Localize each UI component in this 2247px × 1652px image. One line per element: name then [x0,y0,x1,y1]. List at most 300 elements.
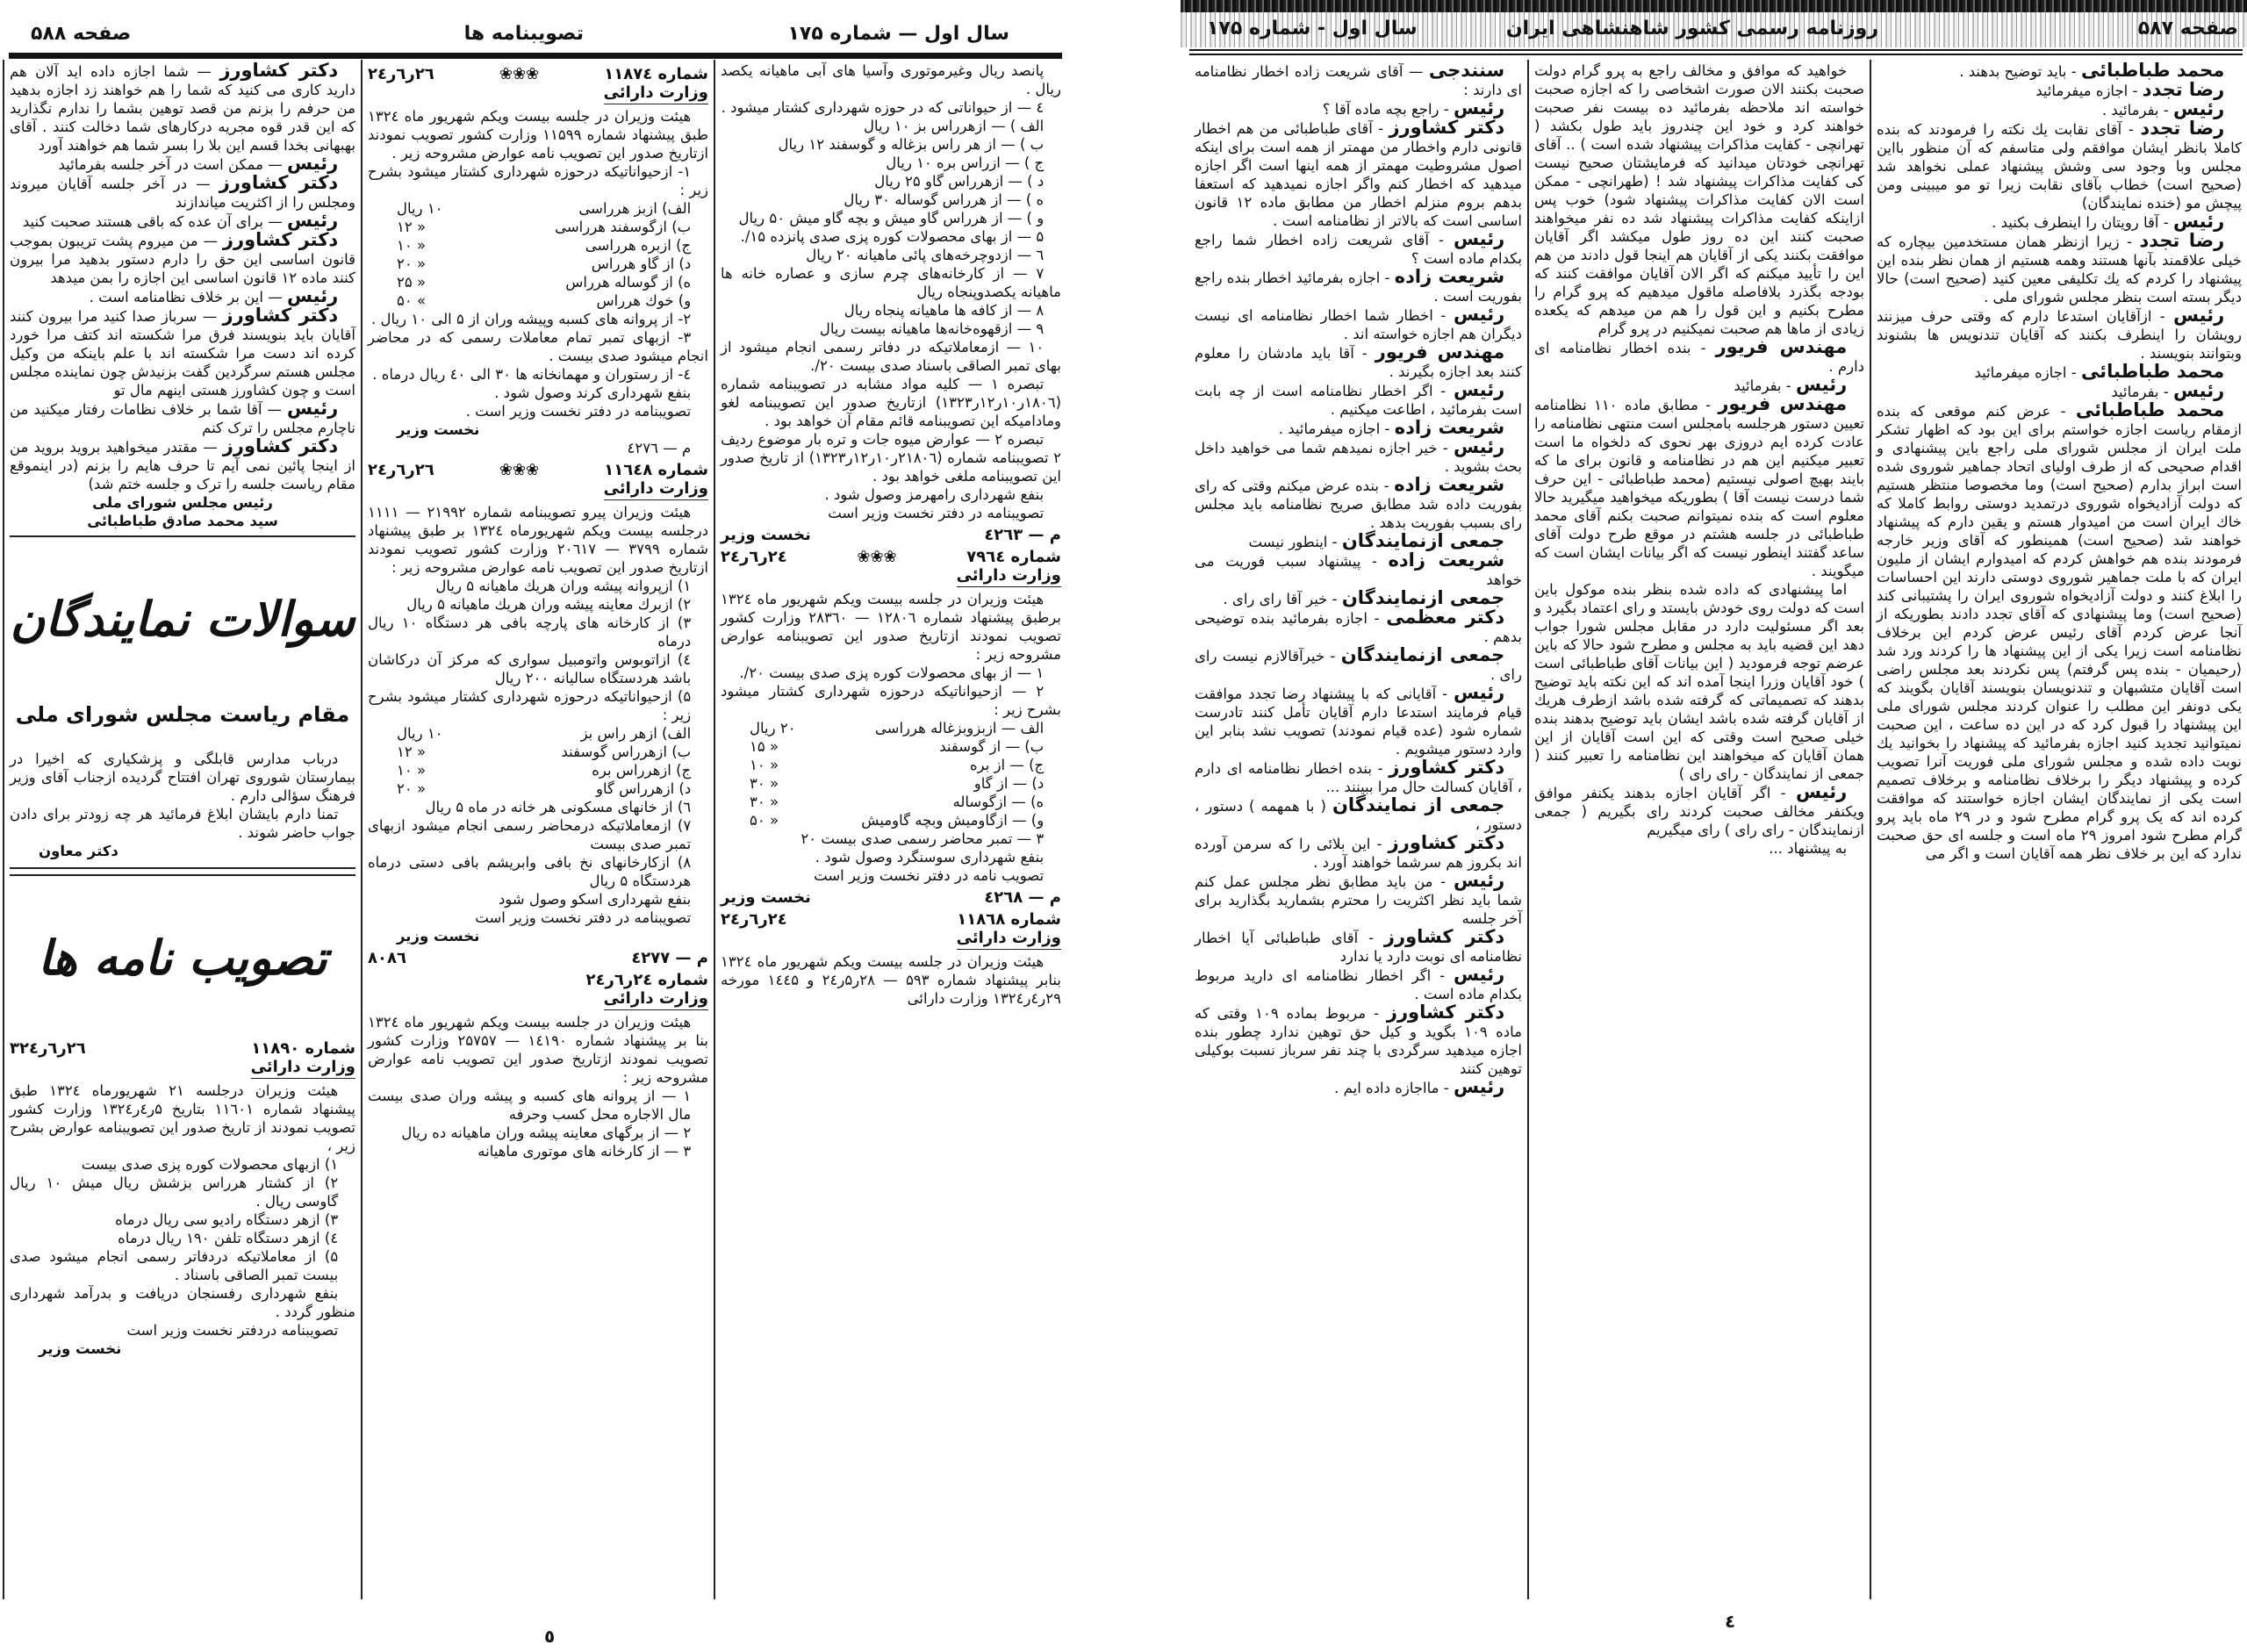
speech-text: - اجازه بفرمائید اخطار بنده راجع بفوریت است . [1195,269,1522,305]
list-item: ۵) ازحیواناتیکه درحوزه شهرداری کشتار میشود بشرح زیر : [368,688,692,723]
speech-paragraph [1534,338,1864,376]
speech-paragraph [1195,268,1522,305]
speech-text: - اینطور نیست [1248,534,1338,550]
paragraph: تصویبنامه در دفتر نخست وزیر است . [465,403,692,420]
tariff-item [721,774,1061,793]
paragraph: درباب مدارس قابلگی و پزشکیاری که اخیرا در بیمارستان شوروی تهران افتتاح گردیده ازجناب آقای وزیر فرهنگ سؤالی دارم . [10,751,355,804]
speaker-name: رئیس [1795,781,1848,802]
paragraph: تصویبنامه دردفتر نخست وزیر است [126,1322,339,1339]
speaker-name: رئیس [286,285,339,306]
decree-number: شماره ۱۱٦٤۸ [604,461,708,479]
list-item: ٤) ازاتوبوس واتومبیل سواری که مرکز آن درکاشان باشد هردستگاه سالیانه ۲۰۰ ریال [368,651,692,686]
list-item: ب ) — از هر راس بزغاله و گوسفند ۱۲ ریال [778,136,1045,153]
speaker-name: رئیس [2172,305,2225,326]
speech-text: - اگر آقایان اجازه بدهند یکنفر موافق ویکنفر مخالف صحبت کردند رای بگیریم ( جمعی ازنمایندگان - رای رای ) رای میگیریم [1534,785,1864,838]
column [1871,61,2247,863]
paragraph: ۳ — تمبر محاضر رسمی صدی بیست ۲۰ [800,830,1045,847]
speaker-name: دکتر کشاورز [1389,757,1505,778]
speech-paragraph [1195,928,1522,966]
list-item: الف ) — ازهرراس بز ۱۰ ریال [864,118,1045,134]
ministry-name: وزارت دارائی [957,929,1061,950]
speaker-name: جمعی ازنمایندگان [1341,530,1505,551]
list-item: ۳) ازهر دستگاه رادیو سی ریال درماه [115,1211,339,1228]
speaker-name: محمد طباطبائی [2080,60,2225,81]
speaker-name: دکتر کشاورز [1388,832,1505,853]
decree-header [10,1039,355,1058]
decree-date: ۲٦ر٦ر۲٤ [368,65,434,83]
speech-paragraph [1877,61,2242,81]
column [1189,61,1527,1097]
speech-text: - باید توضیح بدهند . [1959,63,2077,80]
tariff-item [721,719,1061,737]
ministry-line [368,83,708,107]
speech-paragraph [1195,532,1522,551]
section-heading: سوالات نمایندگان [10,591,355,647]
speech-paragraph [10,437,355,493]
speaker-name: دکتر کشاورز [1386,1002,1505,1023]
paragraph: خواهید که موافق و مخالف راجع به پرو گرام دولت صحبت بکنند الان صورت اشخاصی را که اجازه صحبت خواسته اند ملاحظه بفرمائید ده بیست نفر صحبت خواهند کرد و خود این چندروز باید طول بکشد ( تهرانچی - کفایت مذاکرات پیشنهاد شده است ) .. آقای تهرانچی خودتان میدانید که فرمایشتان صحیح نیست کی کفایت مذاکرات پیشنهاد شد ! (طهرانچی - ممکن است الان کفایت مذاکرات پیشنهاد شود) خوب پس ازاینکه کفایت مذاکرات پیشنهاد شد ده نفر میخواهند صحبت کنند این ده روز طول میکشد اگر آقایان موافقت بکنند یکی از آقایان هم اینجا قول دادند من هم این را تأیید میکنم که اگر الان آقایان موافقت کنند که بودجه بگذرد بلافاصله ماقول میدهیم که پرو گرام را مطرح بکنیم و این قول را هم من میدهم که یکعده زیادی از ماها هم صحبت نمیکنیم در پرو گرام [1534,62,1864,337]
speech-text: - آقای شریعت زاده اخطار شما راجع بکدام ماده است ؟ [1195,232,1522,267]
speaker-name: رئیس [1453,870,1505,891]
ministry-line [721,566,1061,590]
column [363,61,714,1160]
decree-number: شماره ۷۹٦٤ [966,548,1061,566]
tariff-item [721,737,1061,756]
speaker-name: رئیس [2172,380,2225,401]
speech-paragraph [1877,81,2242,100]
item-label: ه) از گوساله هرراس [565,274,692,291]
speech-paragraph [1877,401,2242,863]
item-value: « ۳۰ [750,794,779,810]
item-label: ج) ازهرراس بره [592,762,692,779]
footer-mark: ٤ [1725,1611,1736,1632]
paragraph: بنفع شهرداری اسکو وصول شود [498,891,692,908]
decree-header [368,461,708,479]
ministry-name: وزارت دارائی [604,83,708,104]
item-label: و) خوك هرراس [596,292,692,309]
paragraph: هیئت وزیران پیرو تصویبنامه شماره ۲۱۹۹۲ — ۱۱۱۱ درجلسه بیست ویکم شهریورماه ۱۳۲٤ بر طبق پیشنهاد شماره ۳۷۹۹ — ۲۰٦۱۷ وزارت کشور تصویب نمودند ازتاریخ صدور این تصویب نامه عوارض مشروحه زیر : [368,504,708,576]
speaker-name: جمعی ازنمایندگان [1340,644,1505,665]
ornament: ❀❀❀ [499,65,540,83]
footer-mark: ٥ [544,1626,556,1647]
ministry-line [10,1058,355,1081]
item-label: ب) — از گوسفند [939,738,1045,755]
list-item: ٤) ازهر دستگاه تلفن ۱۹۰ ریال درماه [118,1230,339,1246]
speech-paragraph [10,174,355,212]
speech-text: - آقای طباطبائی آیا اخطار نظامنامه ای نوبت دارد یا ندارد [1195,930,1522,965]
decree-header [721,910,1061,929]
speaker-name: دکتر کشاورز [222,435,339,456]
speech-paragraph [1877,100,2242,119]
decree-date: نخست وزیر [721,888,811,907]
item-value: ۲۰ ریال [750,720,796,736]
speech-paragraph [1877,306,2242,363]
paragraph: بنفع شهرداری کرند وصول شود . [494,384,692,401]
speech-paragraph [1195,966,1522,1003]
item-value: « ۱۰ [397,762,427,779]
tariff-item [368,291,708,310]
list-item: ۱) ازپروانه پیشه وران هریك ماهیانه ۵ ریال [435,578,692,594]
speech-paragraph [1195,872,1522,928]
signature: نخست وزیر [39,1340,122,1357]
speaker-name: رئیس [1453,1076,1505,1097]
speech-text: — در آخر جلسه آقایان میروند ومجلس را از اکثریت میاندازند [10,176,355,211]
speech-text: - اجازه میفرمائید . [1278,420,1390,437]
item-label: ب) ازهرراس گوسفند [561,743,692,760]
speech-text: — سرباز صدا کنید مرا بیرون کنند آقایان باید بنویسند فرق مرا شکسته اند کتف مرا خورد کرده اند دست مرا شکسته اند با علم باینکه من وکیل مجلس هستم سرگردین گفت بزنیدش چون نماینده مجلس است و چون کشاورز هستی اینهم مال تو [10,308,355,399]
tariff-item [368,779,708,798]
list-item: ج ) — ازراس بره ۱۰ ریال [886,154,1045,171]
speaker-name: رئیس [2172,98,2225,119]
paragraph: به پیشنهاد ... [1769,840,1848,857]
speech-text: - خیر آقا رای رای . [1223,591,1338,607]
speech-paragraph [10,154,355,174]
speech-paragraph [1195,230,1522,268]
speech-text: - پیشنهاد سبب فوریت می خواهد [1195,553,1522,588]
gazette-title: روزنامه رسمی کشور شاهنشاهی ایران [1505,18,1878,40]
speech-text: - اگر اخطار نظامنامه ای دارید مربوط بکدام ماده است . [1195,967,1522,1002]
speaker-name: رئیس [1453,964,1505,985]
issue-label: سال اول — شماره ۱۷۵ [787,23,1009,45]
speech-text: - من باید مطابق نظر مجلس عمل کنم شما باید نظر اکثریت را محترم بشمارید بگذارید برای آخر جلسه [1195,873,1522,927]
item-label: ه) — ازگوساله [952,794,1045,810]
speech-text: - بفرمائید [2111,384,2169,400]
speech-text: - عرض کنم موقعی که بنده ازمقام ریاست اجازه خواستم برای این بود که اظهار تشکر ملت ایران از مجلس شورای ملی راجع باین پیشنهادی و اقدام صحیحی که از طرف اولیای اتحاد جماهیر شوروی شده است ابراز بدارم (صحیح است) وما مخصوصا منتظر هستیم که دولت آزادیخواه شوروی درتمدید دوستی روابط کاملا که خاك ایران است من امیدوار هستم و یقین دارم که پیشنهاد خواهند شد (صحیح است) همینطور که آقای وزیر خارجه فرمودند بنده هم خواهش کردم که امیدوارم ایشان از ملیون ایران که با ملت جماهیر شوروی دوستی دارند این احساسات را ابلاغ کنند و دولت آزادیخواه شوروی ایران را پشتیبانی کند (صحیح است) وما پیشنهادی که آقای تجدد دادند بطوریکه از آنجا عرض کردم آقای رئیس عرض کردم این برخلاف نظامنامه است زیرا یکی از این پیشنهاد ها را کردند ورد شد (رحیمیان - بنده پس گرفتم) پس نکردند بعد مجلس راضی است آقایان متشبهان و تندنویسان بنویسند آقایان بگویند که یکی دونفر این مطلب را عنوان کردند مجلس شورای ملی این پیشنهاد را قبول کرد که در این ده ساعت ، این صحبت نمیتوانید تجدید کنید اجازه بفرمائید که پیشنهاد را بخوانید یك نوبت داده شده و مجلس شورای ملی فوریت آنرا تصویب کرده و پیشنهاد دیگر را برخلاف نظامنامه و برخلاف تصمیم است یکی از نمایندگان ایشان اجازه خواستند که موافقت کرده اند که یک پرو گرام مطرح شود و در ۲۹ ماه باید پرو گرام مطرح شود امروز ۲۹ ماه است و جلسه ای حق صحبت ندارد که این بر خلاف نظر همه آقایان است و اگر می [1877,403,2242,862]
tariff-item [368,743,708,761]
list-item: ۳ — از کارخانه های موتوری ماهیانه [477,1143,692,1160]
decree-header [368,65,708,83]
section-heading: تصویب نامه ها [38,930,327,986]
speaker-name: رئیس [1453,97,1505,119]
paragraph: تصویب نامه در دفتر نخست وزیر است [814,867,1045,884]
paragraph: هیئت وزیران در جلسه بیست ویکم شهریور ماه ۱۳۲٤ طبق پیشنهاد شماره ۱۱۵۹۹ وزارت کشور تصویب نمودند ازتاریخ صدور این تصویب نامه عوارض مشروحه زیر . [368,108,708,162]
speech-text: - بنده اخطار نظامنامه ای دارم ، آقایان کسالت حال مرا ببینند ... [1195,760,1522,795]
speaker-name: رئیس [1453,682,1505,703]
speech-paragraph [1195,646,1522,684]
decree-number: م — ٤۲٦۸ [984,888,1061,907]
speech-text: - زیرا ازنظر همان مستخدمین بیچاره که خیلی علاقمند بآنها هستند وهمه هستیم از همان نظر بنده این پیشنهاد را کردم که یك تکلیفی معین کنید (صحیح است) حالا دیگر بسته است بنظر مجلس شورای ملی . [1877,233,2242,305]
item-value: « ۱۰ [397,237,427,254]
tariff-item [368,255,708,273]
speech-text: — آقای شریعت زاده اخطار نظامنامه ای دارند : [1195,63,1522,98]
speech-text: - مطابق ماده ۱۱۰ نظامنامه تعیین دستور هرجلسه بامجلس است منتهی نظامنامه را عادت کرده ایم دروزی بهر نحوی که دلخواه ما است تعبیر میکنیم این هم در نظامنامه و قانون برای ما که بایند بهیچ اصولی نیستیم (محمد طباطبائی - این حرف شما درست نیست آقا ) بطوریکه میخواهید میگیرید حالا معلوم است که بنده نمیتوانم صحبت بکنم آقای محمد طباطبائی در جلسه هشتم در موقع طرح دولت آقای ساعد گفتند اینطور نیست که اگر بیانات ایشان است که میگویند . [1534,397,1864,579]
decree-date: نخست وزیر [721,526,811,544]
paragraph: تمنا دارم بایشان ابلاغ فرمائید هر چه زودتر برای دادن جواب حاضر شوند . [10,806,355,841]
item-label: الف) ازبز هرراسی [578,200,692,217]
speech-paragraph [1195,1078,1522,1097]
speaker-name: رئیس [286,398,339,419]
tariff-item [721,811,1061,830]
speaker-name: محمد طباطبائی [2075,399,2225,420]
speech-paragraph [1195,758,1522,796]
paragraph: ۳- ازبهای تمبر تمام معاملات رسمی که در محاضر انجام میشود صدی بیست . [368,329,708,364]
left-page [0,0,1075,1652]
speech-text: - مااجازه داده ایم . [1334,1080,1449,1096]
decree-header [368,971,708,989]
paragraph: ۸ — از کافه ها ماهیانه پنجاه ریال [844,302,1045,319]
speaker-name: رئیس [286,210,339,231]
speaker-name: رئیس [1453,379,1505,400]
paragraph: اما پیشنهادی که داده شده بنظر بنده موکول باین است که دولت روی خودش بایستد و رای اعتماد بگیرد و بعد اگر مسئولیت دارد در مقابل مجلس شورا جواب دهد این قضیه باید به مجلس و مطرح شود حالا که باین عرضم توجه فرمودید ( این بیانات آقای طباطبائی است ) خود آقایان وزرا اینجا آمده اند که این نکته باید توضیح بدهند که تصمیماتی که گرفته شده باشد ازطرف هریك از آقایان گرفته شده باشد ایشان باید توضیح بدهند بنده خیلی صحیح است وقتی که این است آقایان از این همان آقایان که میخواهند این نظامنامه را تعبیر کنند ( جمعی از نمایندگان - رای رای ) [1534,581,1864,782]
decree-date: ۲٤ر٦ر۲٤ [721,910,787,929]
speaker-name: دکتر کشاورز [1383,926,1505,947]
tariff-item [721,756,1061,774]
paragraph: م — ٤۲۷٦ [627,440,692,456]
paragraph: هیئت وزیران در جلسه بیست ویکم شهریور ماه ۱۳۲٤ برطبق پیشنهاد شماره ۱۲۸۰٦ — ۲۸۳٦۰ وزارت کشور تصویب نمودند ازتاریخ صدور این تصویبنامه عوارض مشروحه زیر : [721,591,1061,663]
speech-paragraph [1195,61,1522,99]
paragraph: ۵ — از بهای محصولات کوره پزی صدی پانزده ۱۵/. [740,228,1045,245]
speech-text: - مربوط بماده ۱۰۹ وقتی که ماده ۱۰۹ بگوید و کیل حق توهین ندارد چطور بنده اجازه میدهید سرگردی با چند نفر سرباز نسبت بوکیلی توهین کنند [1195,1005,1522,1077]
speaker-name: مهندس فریور [1715,336,1848,357]
speech-text: — برای آن عده که باقی هستند صحبت کنید [22,213,283,230]
speech-text: - بنده اخطار نظامنامه ای دارم . [1534,340,1864,375]
speaker-name: رئیس [1453,228,1505,249]
speech-text: - آقا رویتان را اینطرف بکنید . [1992,214,2169,231]
paragraph: ٤ — از حیواناتی که در حوزه شهرداری کشتار میشود . [721,99,1045,116]
speech-paragraph [1195,684,1522,758]
paragraph: بنفع شهرداری رفسنجان دریافت و بدرآمد شهرداری منظور گردد . [10,1285,355,1320]
item-label: ب) ازگوسفند هرراسی [555,219,692,235]
speech-paragraph [1195,1003,1522,1078]
speaker-name: مهندس فریور [1375,341,1505,363]
list-item: ۵) از معاملاتیکه دردفاتر رسمی انجام میشود صدی بیست تمبر الصاقی باسناد . [10,1248,339,1283]
item-value: ۱۰ ریال [397,725,443,742]
speech-paragraph [1195,119,1522,230]
speaker-name: رئیس [286,153,339,174]
paragraph: ٦ — ازدوچرخه‌های پائی ماهیانه ۲۰ ریال [806,247,1045,263]
item-value: « ۱۵ [750,738,779,755]
page-header [0,18,1075,53]
tariff-item [368,761,708,779]
speech-paragraph [1195,381,1522,419]
speech-paragraph [1195,99,1522,119]
double-divider [10,867,355,876]
item-value: « ۲۵ [397,274,427,291]
speech-paragraph [1195,438,1522,476]
header-rule [9,53,1062,59]
speech-paragraph [1877,363,2242,382]
speech-paragraph [1195,796,1522,834]
item-label: د) ازهرراس گاو [596,780,692,797]
speech-paragraph [1195,608,1522,646]
speech-text: ( با همهمه ) دستور ، دستور ، [1195,798,1522,833]
speaker-name: شریعت زاده [1394,266,1505,287]
decree-header [721,888,1061,907]
signature: رئیس مجلس شورای ملی [92,494,273,511]
list-item: ٦) از خانهای مسکونی هر خانه در ماه ۵ ریال [425,799,692,815]
page-number: صفحه ۵۸۸ [31,23,132,45]
speech-paragraph [1195,305,1522,343]
speech-paragraph [1195,834,1522,872]
list-item: ه ) — از هرراس گوساله ۳۰ ریال [844,191,1045,208]
list-item: ۸) ازکارخانهای نخ بافی وابریشم بافی دستی درماه هردستگاه ۵ ریال [368,854,692,889]
speech-paragraph [1877,119,2242,212]
item-label: ج) — از بره [969,757,1045,773]
paragraph: ۲- از پروانه های کسبه وپیشه وران از ۵ الی ۱۰ ریال . [371,311,692,327]
ministry-line [368,989,708,1013]
speech-paragraph [10,287,355,306]
item-label: ج) ازبره هرراسی [585,237,692,254]
item-value: « ۱۲ [397,219,427,235]
speaker-name: دکتر معظمی [1386,607,1505,628]
item-value: « ۲۰ [397,780,427,797]
speaker-name: رئیس [1453,304,1505,325]
item-value: » ۵۰ [397,292,427,309]
speaker-name: رئیس [1453,436,1505,457]
paragraph: تصویبنامه در دفتر نخست وزیر است [828,505,1045,521]
speech-paragraph [1534,783,1864,839]
paragraph: ۲ — ازحیواناتیکه درحوزه شهرداری کشتار میشود بشرح زیر : [721,683,1061,718]
item-value: « ۳۰ [750,775,779,792]
item-value: « ۱۰ [750,757,779,773]
list-item: د ) — ازهرراس گاو ۲۵ ریال [874,173,1045,190]
list-item: ۳) از کارخانه های پارچه بافی هر دستگاه ۱۰ ریال درماه [368,614,692,650]
decree-date: ۲٤ر٦ر۲٤ [721,548,787,566]
speech-paragraph [10,61,355,154]
speech-paragraph [1877,232,2242,306]
speech-text: - ازآقایان استدعا دارم که وقتی حرف میزنند رویشان را اینطرف بکنند که آقایان تندنویس ها بشنوند وبتوانند بنویسند . [1877,308,2242,362]
ornament: ❀❀❀ [857,548,897,566]
ministry-name: وزارت دارائی [957,566,1061,587]
speech-text: - آقایانی که با پیشنهاد رضا تجدد موافقت قیام فرمایند استدعا دارم آقایان تأمل کنند تادرست شماره شود (عده قیام نمودند) تصویب نشد بنابر این وارد دستور میشویم . [1195,686,1522,758]
ministry-line [721,929,1061,952]
speech-text: - آقا باید مادشان را معلوم کنند بعد اجازه بگیرند . [1195,345,1522,380]
speech-text: - خیر اجازه نمیدهم شما می خواهید داخل بحث بشوید . [1195,440,1522,475]
header-rule [1189,49,2243,51]
speaker-name: رئیس [1795,374,1848,395]
paragraph: ۹ — ازقهوه‌خانه‌ها ماهیانه بیست ریال [819,320,1045,337]
tariff-item [368,273,708,291]
issue-label: سال اول - شماره ۱۷۵ [1207,18,1418,40]
speech-paragraph [1534,395,1864,580]
item-label: الف) ازهر راس بز [580,725,692,742]
item-label: د) — از گاو [973,775,1045,792]
header-rule [1189,54,2243,55]
list-item: و ) — از هرراس گاو میش و بچه گاو میش ۵۰ ریال [738,210,1045,226]
speaker-name: جمعی ازنمایندگان [1341,587,1505,608]
speaker-name: شریعت زاده [1394,474,1505,495]
paragraph: تبصره ۲ — عوارض میوه جات و تره بار موضوع ردیف ۲ تصویبنامه شماره (۲۱۸۰٦ر۱۰ر۱۲ر۱۳۲۳) از تاریخ صدور این تصویبنامه ملغی خواهد بود . [721,431,1061,485]
speaker-name: شریعت زاده [1394,417,1505,438]
paragraph: تبصره ۱ — کلیه مواد مشابه در تصویبنامه شماره (۱۸۰٦ر۱۰ر۱۲ر۱۳۲۳) ازتاریخ صدور این تصویبنامه لغو ومادامیکه این تصویبنامه قائم مقام آن خواهد بود . [721,376,1061,429]
speaker-name: مهندس فریور [1718,393,1848,414]
ministry-name: وزارت دارائی [604,989,708,1010]
list-item: ۷) ازمعاملاتیکه درمحاضر رسمی انجام میشود ازبهای تمبر صدی بیست [368,817,692,852]
paragraph: ۱۰ — ازمعاملاتیکه در دفاتر رسمی انجام میشود از بهای تمبر الصاقی باسناد صدی بیست ۲۰/. [721,339,1061,374]
signature: نخست وزیر [397,928,480,945]
speech-text: - بنده عرض میکنم وقتی که رای بفوریت داده شد مطابق صریح نظامنامه باید مجلس رای بسبب بفوریت بدهد . [1195,478,1522,531]
decree-header [721,526,1061,544]
speech-text: - اجازه میفرمائید [1974,364,2077,381]
tariff-item [721,793,1061,811]
speaker-name: رئیس [2172,211,2225,232]
list-item: ۲) ازبرك معاینه پیشه وران هریك ماهیانه ۵ ریال [406,596,692,613]
speech-text: - این بلائی را که سرمن آورده اند بکروز هم سرشما خواهند آورد . [1195,836,1522,871]
decree-number: م — ٤۲٦۳ [984,526,1061,544]
speech-text: - اگر اخطار نظامنامه است از چه بابت است بفرمائید ، اطاعت میکنیم . [1195,383,1522,418]
paragraph: هیئت وزیران درجلسه ۲۱ شهریورماه ۱۳۲٤ طبق پیشنهاد شماره ۱۱٦۰۱ بتاریخ ۵ر٤ر۱۳۲٤ وزارت کشور تصویب نمودند از تاریخ صدور این تصویبنامه عوارض بشرح زیر ، [10,1082,355,1154]
speaker-name: جمعی از نمایندگان [1332,794,1505,815]
signature: سید محمد صادق طباطبائی [87,513,278,529]
speech-text: — ممکن است در آخر جلسه بفرمائید [58,156,283,173]
decree-header [721,548,1061,566]
speaker-name: دکتر کشاورز [1389,117,1505,138]
item-value: « ۵۰ [750,812,779,829]
decree-number: م — ٤۲۷۷ [631,949,708,967]
decree-header [368,949,708,967]
column [4,61,361,1358]
paragraph: ۱- ازحیواناتیکه درحوزه شهرداری کشتار میشود بشرح زیر : [368,163,708,198]
speech-paragraph [10,231,355,287]
speech-text: - بفرمائید . [2101,102,2169,119]
speaker-name: دکتر کشاورز [219,172,339,193]
speaker-name: رضا تجدد [2142,79,2225,100]
paragraph: ۷ — از کارخانه‌های چرم سازی و عصاره خانه ها ماهیانه یکصدوپنجاه ریال [721,265,1061,300]
speech-paragraph [1195,589,1522,608]
ornament: ❀❀❀ [499,461,540,479]
list-item: ۲) از کشتار هرراس بزشش ریال میش ۱۰ ریال گاوسی ریال . [10,1174,339,1210]
list-item: ۱ — از پروانه های کسبه و پیشه وران صدی بیست مال الاجاره محل کسب وحرفه [368,1088,692,1123]
speech-text: — شما اجازه داده اید آلان هم دارید کاری می کنید که شما را هم خواهند زد اجازه بدهید من حرفم را بزنم من قصد توهین بشما را ندارم نگذارید که این قدر قوه مجریه درکارهای شما دخالت کنند . آقای بهبهانی بخدا قسم این بلا را بسر شما هم خواهند آورد [10,63,355,154]
speaker-name: رضا تجدد [2140,118,2225,139]
speech-paragraph [1195,419,1522,438]
section-title: تصویبنامه ها [463,23,584,45]
paragraph: هیئت وزیران در جلسه بیست ویکم شهریور ماه ۱۳۲٤ بنا بر پیشنهاد شماره ۱٤۱۹۰ — ۲۵۷۵۷ وزارت کشور تصویب نمودند ازتاریخ صدور این تصویب نامه عوارض مشروحه زیر : [368,1014,709,1086]
paragraph: ۱ — از بهای محصولات کوره پزی صدی بیست ۲۰/. [739,664,1045,681]
tariff-item [368,236,708,255]
speaker-name: سنندجی [1428,60,1505,81]
page-header [1181,12,2247,47]
speech-paragraph [1195,476,1522,532]
list-item: ۲ — از برگهای معاینه پیشه وران ماهیانه ده ریال [401,1124,692,1141]
page-number: صفحه ۵۸۷ [2137,18,2238,40]
item-value: ۱۰ ریال [397,200,443,217]
subheading: مقام ریاست مجلس شورای ملی [15,702,350,727]
speech-text: - اجازه بفرمائید بنده توضیحی بدهم . [1195,610,1522,645]
speech-text: - آقای نقابت یك نکته را فرمودند که بنده کاملا بانظر ایشان موافقم ولی متاسفم که آن منظور بااین مجلس وبا وجود سی وشش پیشنهاد عملی نخواهد شد (صحیح است) خطاب بآقای نقابت زیرا تو مو میبینی ومن پیچش مو (خنده نمایندگان) [1877,121,2242,212]
right-page [1181,0,2247,1652]
item-label: الف — ازبزوبزغاله هرراسی [874,720,1045,736]
speech-text: - اخطار شما اخطار نظامنامه ای نیست دیگران هم اجازه خواسته اند . [1195,307,1522,342]
speaker-name: رضا تجدد [2139,230,2225,251]
speaker-name: دکتر کشاورز [222,305,339,326]
decree-date: ۸۰۸٦ [368,949,406,967]
divider [10,535,355,537]
decree-number: شماره ۱۱۸۷٤ [604,65,708,83]
item-value: « ۲۰ [397,255,427,272]
ministry-name: وزارت دارائی [604,479,708,500]
speech-text: - بفرمائید [1734,377,1791,394]
speech-text: - راجع بچه ماده آقا ؟ [1322,101,1449,118]
ministry-name: وزارت دارائی [251,1058,355,1079]
speech-paragraph [1877,212,2242,232]
speech-text: — من میروم پشت تریبون بموجب قانون اساسی این حق را دارم دستور بدهید مرا بیرون کنند ماده ۱۲ قانون اساسی این اجازه را بمن میدهد [10,233,355,286]
speech-text: — مقتدر میخواهید بروید بروید من از اینجا پائین نمی آیم تا حرف هایم را بزنم (در اینموقع مقام ریاست جلسه را ترک و جلسه ختم شد) [10,439,355,492]
signature: نخست وزیر [397,421,480,438]
speech-paragraph [1534,376,1864,395]
ministry-line [368,479,708,503]
decree-date: ۲٦ر٦ر۲٤ [368,461,434,479]
list-item: ۱) ازبهای محصولات کوره پزی صدی بیست [81,1156,339,1173]
paragraph: هیئت وزیران در جلسه بیست ویکم شهریور ماه ۱۳۲٤ بنابر پیشنهاد شماره ۵۹۳ — ۲۸ر۵ر۲٤ و ۱٤٤۵ مورخه ۲۹ر٤ر۱۳۲٤ وزارت دارائی [721,953,1061,1007]
item-value: « ۱۲ [397,743,427,760]
item-label: و) — ازگاومیش وبچه گاومیش [861,812,1045,829]
signature: دکتر معاون [39,843,118,859]
tariff-item [368,218,708,236]
paragraph: ٤- از رستوران و مهمانخانه ها ۳۰ الی ٤۰ ریال درماه . [372,366,692,383]
speaker-name: دکتر کشاورز [222,229,339,250]
tariff-item [368,199,708,218]
